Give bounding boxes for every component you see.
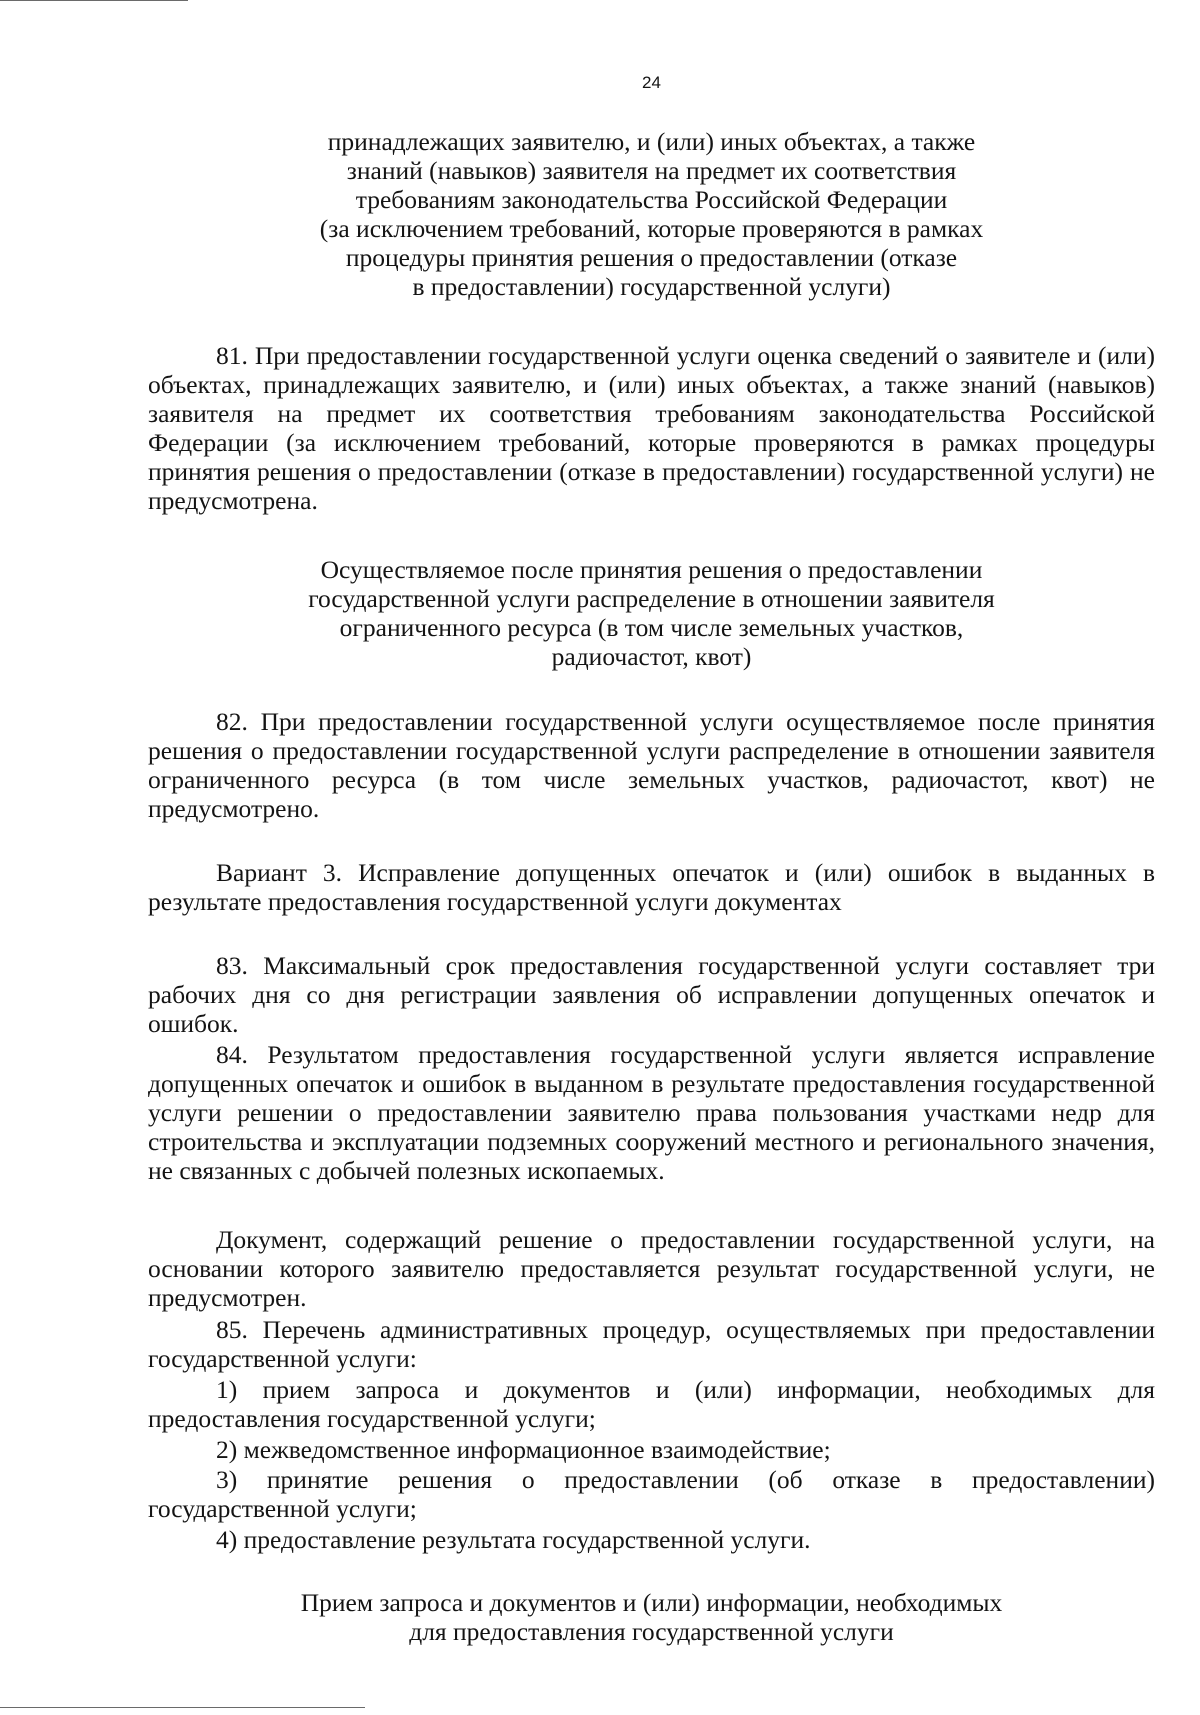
heading-line: Осуществляемое после принятия решения о предоставлении	[320, 555, 983, 584]
list-item-85-4: 4) предоставление результата государственной услуги.	[216, 1525, 811, 1554]
variant-3-heading: Вариант 3. Исправление допущенных опечаток и (или) ошибок в выданных в результате предоставления государственной услуги документах	[148, 858, 1155, 916]
list-item-85-3: 3) принятие решения о предоставлении (об отказе в предоставлении) государственной услуги;	[148, 1465, 1155, 1523]
heading-line: требованиям законодательства Российской Федерации	[355, 185, 948, 214]
heading-line: в предоставлении) государственной услуги)	[412, 272, 891, 301]
paragraph-84: 84. Результатом предоставления государственной услуги является исправление допущенных опечаток и ошибок в выданном в результате предоставления государственной услуги решении о предоставлении заявителю права пользования участками недр для строительства и эксплуатации подземных сооружений местного и регионального значения, не связанных с добычей полезных ископаемых.	[148, 1040, 1155, 1185]
scan-edge-bottom	[0, 1707, 365, 1708]
section-heading-resource-distribution	[148, 555, 1155, 671]
page-number: 24	[642, 73, 661, 92]
section-heading-request-intake	[148, 1588, 1155, 1646]
section-heading-assessment	[148, 127, 1155, 301]
heading-line: Прием запроса и документов и (или) информации, необходимых	[300, 1588, 1003, 1617]
heading-line: процедуры принятия решения о предоставлении (отказе	[345, 243, 958, 272]
list-item-85-1: 1) прием запроса и документов и (или) информации, необходимых для предоставления государственной услуги;	[148, 1375, 1155, 1433]
list-item-85-2: 2) межведомственное информационное взаимодействие;	[216, 1435, 831, 1464]
paragraph-document: Документ, содержащий решение о предоставлении государственной услуги, на основании которого заявителю предоставляется результат государственной услуги, не предусмотрен.	[148, 1225, 1155, 1312]
heading-line: для предоставления государственной услуги	[409, 1617, 894, 1646]
paragraph-82: 82. При предоставлении государственной услуги осуществляемое после принятия решения о предоставлении государственной услуги распределение в отношении заявителя ограниченного ресурса (в том числе земельных участков, радиочастот, квот) не предусмотрено.	[148, 707, 1155, 823]
heading-line: радиочастот, квот)	[551, 642, 752, 671]
heading-line: знаний (навыков) заявителя на предмет их соответствия	[346, 156, 957, 185]
paragraph-81: 81. При предоставлении государственной услуги оценка сведений о заявителе и (или) объектах, принадлежащих заявителю, и (или) иных объектах, а также знаний (навыков) заявителя на предмет их соответствия требованиям законодательства Российской Федерации (за исключением требований, которые проверяются в рамках процедуры принятия решения о предоставлении (отказе в предоставлении) государственной услуги) не предусмотрена.	[148, 341, 1155, 515]
heading-line: государственной услуги распределение в отношении заявителя	[308, 584, 995, 613]
paragraph-83: 83. Максимальный срок предоставления государственной услуги составляет три рабочих дня со дня регистрации заявления об исправлении допущенных опечаток и ошибок.	[148, 951, 1155, 1038]
scan-edge-top	[0, 0, 188, 1]
heading-line: принадлежащих заявителю, и (или) иных объектах, а также	[327, 127, 976, 156]
paragraph-85: 85. Перечень административных процедур, осуществляемых при предоставлении государственной услуги:	[148, 1315, 1155, 1373]
heading-line: ограниченного ресурса (в том числе земельных участков,	[339, 613, 964, 642]
heading-line: (за исключением требований, которые проверяются в рамках	[319, 214, 984, 243]
